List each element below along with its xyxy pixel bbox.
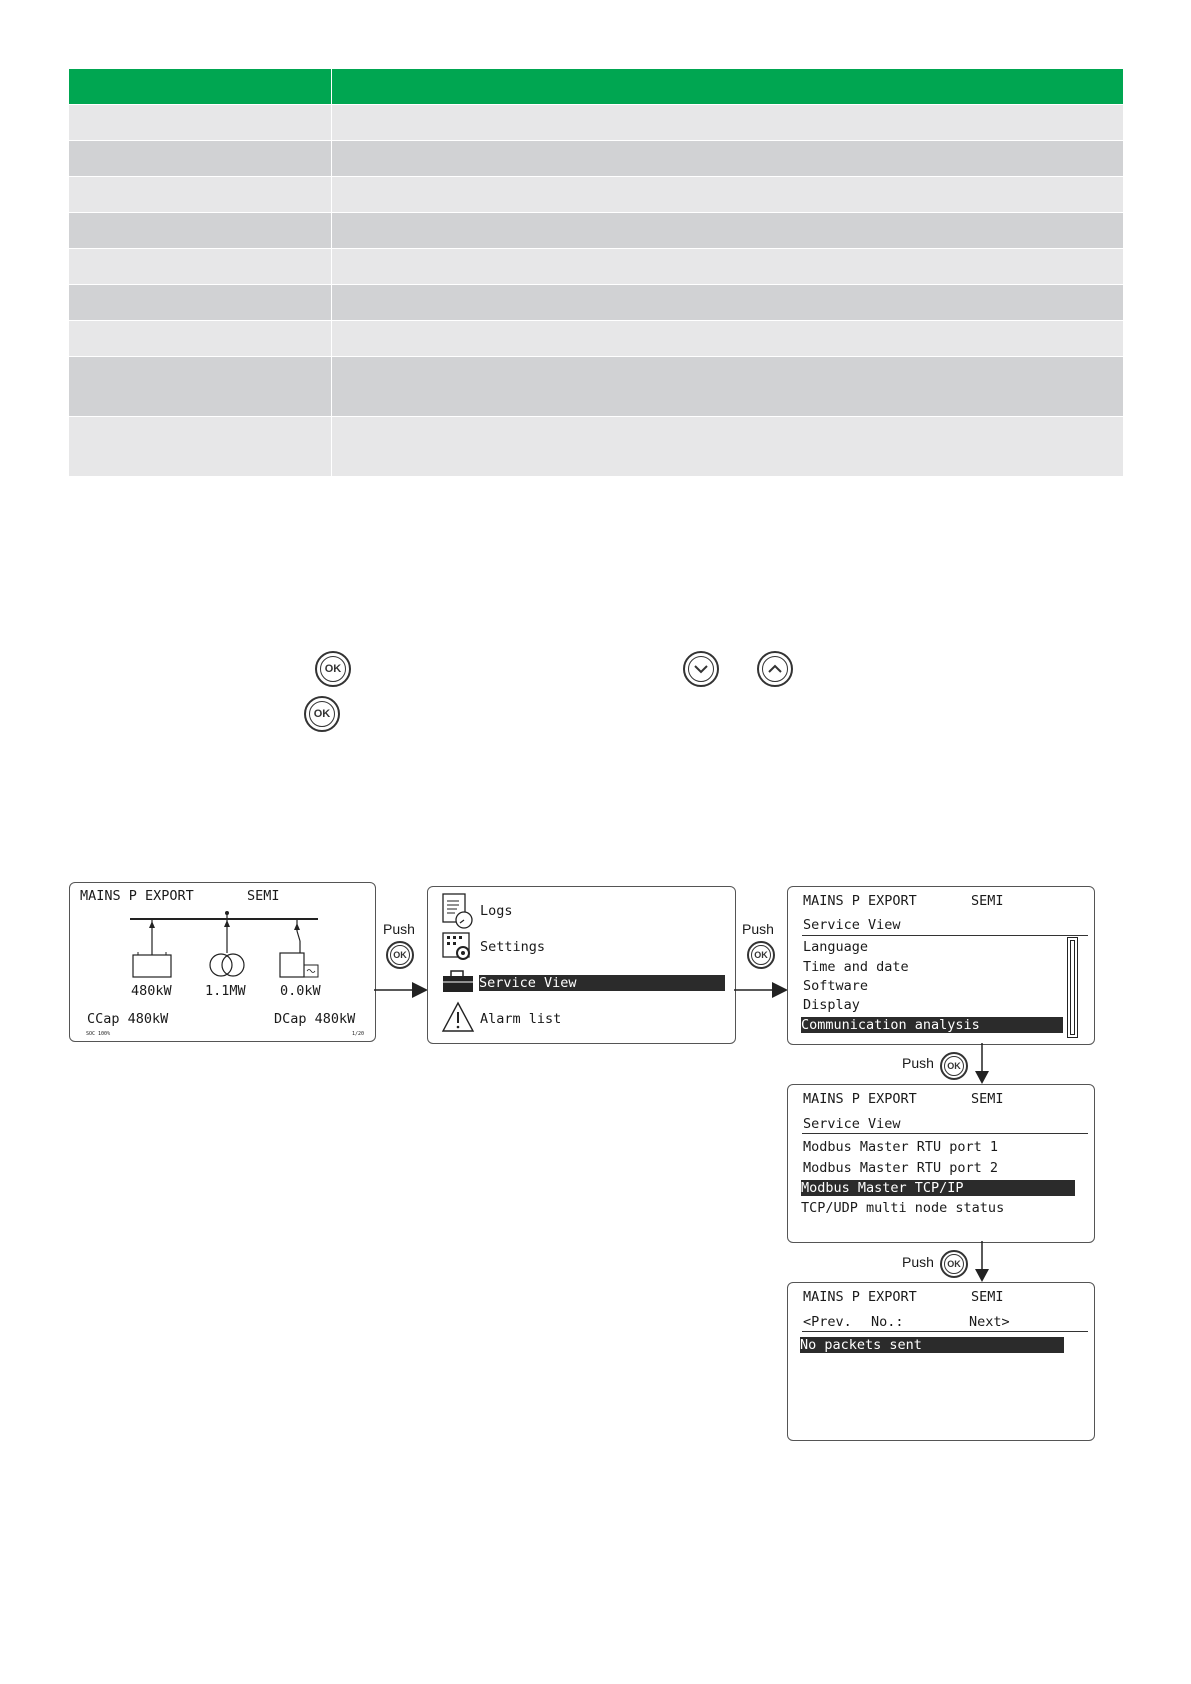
divider (802, 935, 1088, 936)
menu-item-display[interactable]: Display (803, 997, 860, 1013)
menu-item-alarm-list[interactable]: Alarm list (480, 1011, 562, 1027)
menu-item-settings[interactable]: Settings (480, 939, 546, 955)
ok-button-icon: OK (940, 1250, 968, 1278)
ok-button-icon: OK (315, 651, 351, 687)
table-row (69, 416, 1123, 476)
logs-icon (441, 893, 475, 929)
ok-button-icon: OK (940, 1052, 968, 1080)
table-header-col-2 (331, 69, 1123, 104)
table-row (69, 104, 1123, 140)
screen-header-mode: MAINS P EXPORT (803, 1091, 917, 1107)
table-row (69, 140, 1123, 176)
menu-item-software[interactable]: Software (803, 978, 869, 994)
divider (802, 1331, 1088, 1332)
lcd-screen-menu (427, 886, 736, 1044)
packet-number-label: No.: (871, 1314, 904, 1330)
state-of-charge: SOC 100% (86, 1031, 111, 1037)
screen-title: Service View (803, 1116, 901, 1132)
screen-header-mode: MAINS P EXPORT (80, 888, 194, 904)
lcd-screen-service-view (787, 886, 1095, 1045)
menu-item-modbus-tcp-ip[interactable]: Modbus Master TCP/IP (801, 1180, 1075, 1196)
lcd-screen-communication (787, 1084, 1095, 1243)
arrow-up-button-icon (757, 651, 793, 687)
toolbox-icon (441, 969, 475, 995)
screen-header-mode: MAINS P EXPORT (803, 1289, 917, 1305)
flow-arrow (374, 980, 430, 1000)
push-label: Push (902, 1254, 934, 1270)
menu-item-language[interactable]: Language (803, 939, 869, 955)
warning-icon (441, 1001, 475, 1033)
generator-power-value: 0.0kW (280, 983, 321, 999)
menu-item-communication-analysis[interactable]: Communication analysis (801, 1017, 1063, 1033)
transformer-power-value: 1.1MW (205, 983, 246, 999)
menu-item-modbus-rtu-1[interactable]: Modbus Master RTU port 1 (803, 1139, 999, 1155)
screen-header-control: SEMI (971, 1289, 1004, 1305)
flow-arrow-down (974, 1241, 990, 1283)
battery-power-value: 480kW (131, 983, 172, 999)
table-row (69, 212, 1123, 248)
charge-capacity: CCap 480kW (87, 1011, 169, 1027)
screen-title: Service View (803, 917, 901, 933)
arrow-down-button-icon (683, 651, 719, 687)
discharge-capacity: DCap 480kW (274, 1011, 356, 1027)
next-nav[interactable]: Next> (969, 1314, 1010, 1330)
table-row (69, 284, 1123, 320)
menu-item-time-and-date[interactable]: Time and date (803, 959, 909, 975)
scrollbar[interactable] (1067, 937, 1078, 1038)
ok-button-icon: OK (386, 941, 414, 969)
screen-header-control: SEMI (247, 888, 280, 904)
table-row (69, 248, 1123, 284)
push-label: Push (383, 921, 415, 937)
prev-nav[interactable]: <Prev. (803, 1314, 852, 1330)
menu-item-logs[interactable]: Logs (480, 903, 513, 919)
flow-arrow-down (974, 1043, 990, 1085)
table-row (69, 320, 1123, 356)
flow-arrow (734, 980, 790, 1000)
ok-button-icon: OK (304, 696, 340, 732)
screen-header-control: SEMI (971, 893, 1004, 909)
table-row (69, 176, 1123, 212)
menu-item-service-view[interactable]: Service View (479, 975, 725, 991)
data-table (69, 69, 1123, 476)
table-header-col-1 (69, 69, 331, 104)
settings-icon (441, 931, 475, 963)
push-label: Push (742, 921, 774, 937)
page-indicator: 1/20 (352, 1031, 365, 1037)
push-label: Push (902, 1055, 934, 1071)
ok-button-icon: OK (747, 941, 775, 969)
lcd-screen-main (69, 882, 376, 1042)
packet-status: No packets sent (800, 1337, 1064, 1353)
screen-header-mode: MAINS P EXPORT (803, 893, 917, 909)
divider (802, 1133, 1088, 1134)
screen-header-control: SEMI (971, 1091, 1004, 1107)
menu-item-tcp-udp-status[interactable]: TCP/UDP multi node status (801, 1200, 1005, 1216)
scrollbar-thumb[interactable] (1070, 940, 1075, 1035)
table-row (69, 356, 1123, 416)
menu-item-modbus-rtu-2[interactable]: Modbus Master RTU port 2 (803, 1160, 999, 1176)
lcd-screen-packets (787, 1282, 1095, 1441)
table-header (69, 69, 1123, 104)
